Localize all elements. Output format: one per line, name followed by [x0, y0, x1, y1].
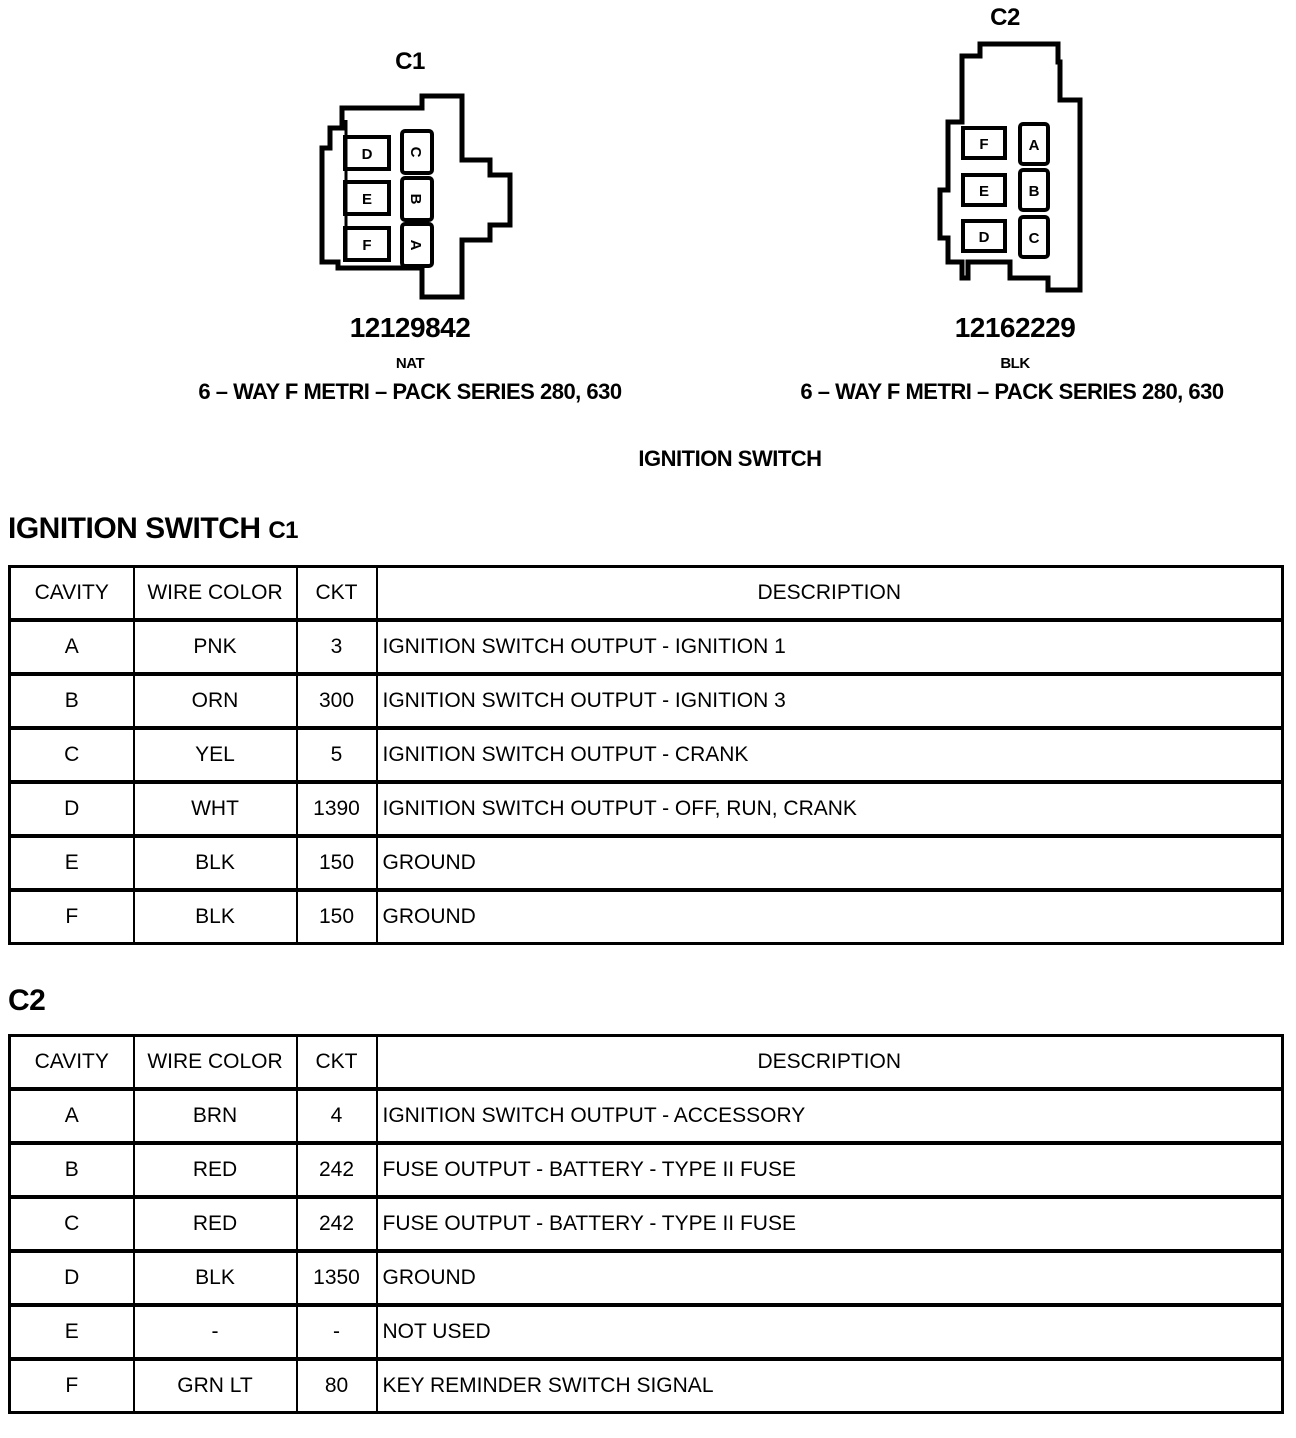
c2-color-code: BLK: [1000, 355, 1030, 372]
cell-ckt: 150: [297, 890, 377, 944]
c1-part-number: 12129842: [349, 312, 471, 343]
header-wire-color: WIRE COLOR: [134, 567, 297, 621]
cell-ckt: 150: [297, 836, 377, 890]
c1-cavity-label: D: [361, 146, 373, 163]
cell-wire-color: RED: [134, 1197, 297, 1251]
c1-cavity-label: E: [361, 191, 373, 208]
c1-cavity-label: A: [407, 239, 424, 251]
c2-cavity-label: F: [979, 136, 989, 153]
cell-cavity: B: [10, 674, 134, 728]
table-row: [10, 836, 1283, 890]
cell-wire-color: YEL: [134, 728, 297, 782]
table-header-row: [10, 1036, 1283, 1090]
cell-wire-color: GRN LT: [134, 1359, 297, 1413]
table-row: [10, 728, 1283, 782]
c2-series: 6 – WAY F METRI – PACK SERIES 280, 630: [800, 379, 1224, 404]
pinout-table-c1: [8, 565, 1284, 945]
cell-description: IGNITION SWITCH OUTPUT - IGNITION 3: [377, 674, 1283, 728]
cell-ckt: 1390: [297, 782, 377, 836]
table-header-row: [10, 567, 1283, 621]
table-c2-title: C2: [8, 984, 46, 1017]
cell-description: NOT USED: [377, 1305, 1283, 1359]
cell-description: GROUND: [377, 1251, 1283, 1305]
cell-wire-color: BLK: [134, 890, 297, 944]
header-wire-color: WIRE COLOR: [134, 1036, 297, 1090]
c2-connector-name: C2: [990, 4, 1020, 31]
header-ckt: CKT: [297, 567, 377, 621]
component-caption: IGNITION SWITCH: [638, 446, 822, 471]
cell-wire-color: BRN: [134, 1089, 297, 1143]
cell-ckt: 80: [297, 1359, 377, 1413]
cell-cavity: D: [10, 1251, 134, 1305]
c2-cavity-label: A: [1028, 137, 1040, 154]
c2-cavity-label: C: [1028, 230, 1040, 247]
cell-wire-color: WHT: [134, 782, 297, 836]
c2-cavity-label: D: [978, 229, 990, 246]
table-row: [10, 1089, 1283, 1143]
table-row: [10, 674, 1283, 728]
cell-description: GROUND: [382, 905, 476, 928]
header-description: DESCRIPTION: [377, 567, 1283, 621]
c2-connector-outline: [940, 44, 1080, 290]
c1-connector-name: C1: [395, 48, 425, 75]
c1-cavity-label: B: [407, 193, 424, 205]
table-row: [10, 1251, 1283, 1305]
cell-ckt: 242: [297, 1143, 377, 1197]
table-row: [10, 1305, 1283, 1359]
cell-cavity: F: [10, 1359, 134, 1413]
cell-cavity: C: [10, 1197, 134, 1251]
table-row: [10, 620, 1283, 674]
cell-wire-color: ORN: [134, 674, 297, 728]
header-cavity: CAVITY: [10, 1036, 134, 1090]
c1-series: 6 – WAY F METRI – PACK SERIES 280, 630: [198, 379, 622, 404]
cell-cavity: E: [10, 1305, 134, 1359]
c2-cavity-label: E: [978, 183, 990, 200]
cell-description: GROUND: [377, 836, 1283, 890]
table-row: [10, 1197, 1283, 1251]
cell-ckt: 3: [297, 620, 377, 674]
cell-wire-color: -: [134, 1305, 297, 1359]
cell-cavity: B: [10, 1143, 134, 1197]
cell-cavity: C: [10, 728, 134, 782]
cell-ckt: 300: [297, 674, 377, 728]
cell-description: IGNITION SWITCH OUTPUT - ACCESSORY: [377, 1089, 1283, 1143]
cell-cavity: F: [10, 890, 134, 944]
cell-description: FUSE OUTPUT - BATTERY - TYPE II FUSE: [377, 1143, 1283, 1197]
cell-cavity: E: [10, 836, 134, 890]
cell-ckt: 4: [297, 1089, 377, 1143]
cell-wire-color: PNK: [134, 620, 297, 674]
cell-cavity: D: [10, 782, 134, 836]
c1-cavity-label: C: [407, 146, 424, 158]
cell-description: FUSE OUTPUT - BATTERY - TYPE II FUSE: [377, 1197, 1283, 1251]
cell-ckt: -: [297, 1305, 377, 1359]
cell-ckt: 242: [297, 1197, 377, 1251]
c1-cavity-label: F: [362, 237, 372, 254]
cell-wire-color: BLK: [134, 1251, 297, 1305]
table-row: [10, 1359, 1283, 1413]
cell-wire-color: BLK: [134, 836, 297, 890]
header-description: DESCRIPTION: [377, 1036, 1283, 1090]
cell-description: KEY REMINDER SWITCH SIGNAL: [382, 1374, 714, 1397]
table-row: [10, 890, 1283, 944]
table-row: [10, 1143, 1283, 1197]
cell-description: IGNITION SWITCH OUTPUT - OFF, RUN, CRANK: [377, 782, 1283, 836]
table-row: [10, 782, 1283, 836]
header-ckt: CKT: [297, 1036, 377, 1090]
cell-ckt: 1350: [297, 1251, 377, 1305]
cell-ckt: 5: [297, 728, 377, 782]
c2-cavity-label: B: [1028, 183, 1040, 200]
c2-part-number: 12162229: [954, 312, 1076, 343]
cell-cavity: A: [10, 1089, 134, 1143]
c1-color-code: NAT: [395, 355, 425, 372]
header-cavity: CAVITY: [10, 567, 134, 621]
cell-description: IGNITION SWITCH OUTPUT - IGNITION 1: [377, 620, 1283, 674]
pinout-table-c2: [8, 1034, 1284, 1414]
cell-wire-color: RED: [134, 1143, 297, 1197]
cell-description: IGNITION SWITCH OUTPUT - CRANK: [377, 728, 1283, 782]
cell-cavity: A: [10, 620, 134, 674]
table-c1-title: IGNITION SWITCH C1: [8, 512, 299, 545]
